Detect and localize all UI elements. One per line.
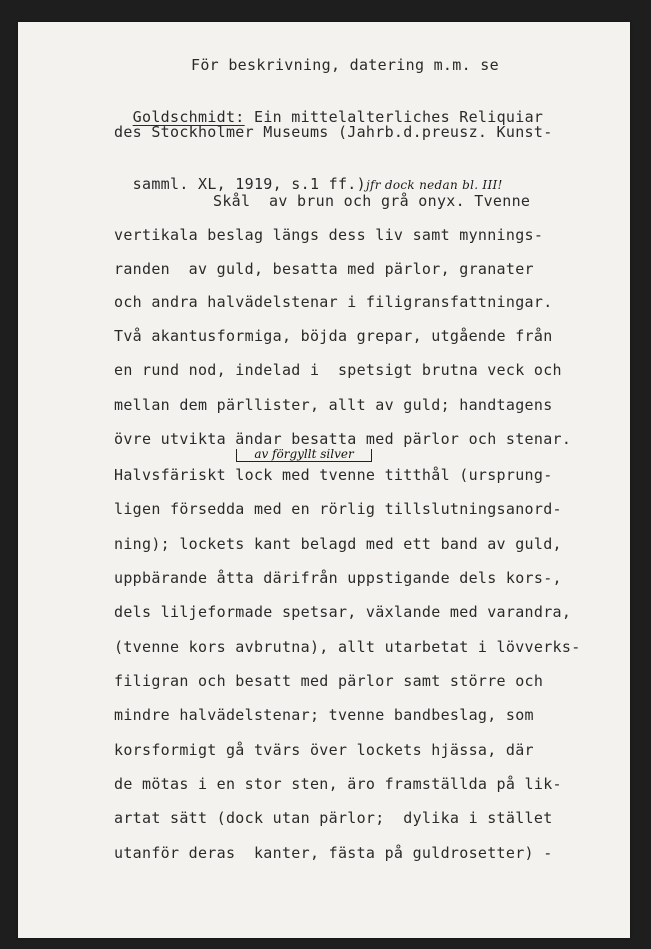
text-line-7: randen av guld, besatta med pärlor, granater bbox=[114, 260, 534, 278]
text-line-4 bbox=[114, 157, 503, 194]
text-line-19: filigran och besatt med pärlor samt större och bbox=[114, 672, 544, 690]
text-line-2 bbox=[114, 90, 543, 126]
text-line-18: (tvenne kors avbrutna), allt utarbetat i lövverks- bbox=[114, 638, 581, 656]
text-line-12: övre utvikta ändar besatta med pärlor och stenar. bbox=[114, 430, 572, 448]
text-line-13: Halvsfäriskt lock med tvenne titthål (ursprung- bbox=[114, 466, 553, 484]
text-line-11: mellan dem pärllister, allt av guld; handtagens bbox=[114, 396, 553, 414]
text-line-1: För beskrivning, datering m.m. se bbox=[191, 56, 499, 74]
text-line-2-rest: Ein mittelalterliches Reliquiar bbox=[244, 108, 544, 126]
handwritten-insertion: av förgyllt silver bbox=[236, 449, 372, 462]
text-line-9: Två akantusformiga, böjda grepar, utgående från bbox=[114, 327, 553, 345]
text-line-20: mindre halvädelstenar; tvenne bandbeslag, som bbox=[114, 706, 534, 724]
text-line-14: ligen försedda med en rörlig tillslutningsanord- bbox=[114, 500, 562, 518]
text-line-21: korsformigt gå tvärs över lockets hjässa, där bbox=[114, 741, 534, 759]
text-line-15: ning); lockets kant belagd med ett band av guld, bbox=[114, 535, 562, 553]
text-line-5: Skål av brun och grå onyx. Tvenne bbox=[213, 192, 531, 210]
text-line-16: uppbärande åtta därifrån uppstigande dels kors-, bbox=[114, 569, 562, 587]
text-line-3: des Stockholmer Museums (Jahrb.d.preusz. Kunst- bbox=[114, 123, 553, 141]
text-line-10: en rund nod, indelad i spetsigt brutna veck och bbox=[114, 361, 562, 379]
text-line-22: de mötas i en stor sten, äro framställda på lik- bbox=[114, 775, 562, 793]
text-line-24: utanför deras kanter, fästa på guldrosetter) - bbox=[114, 844, 553, 862]
text-line-8: och andra halvädelstenar i filigransfattningar. bbox=[114, 293, 553, 311]
text-line-17: dels liljeformade spetsar, växlande med varandra, bbox=[114, 603, 572, 621]
text-line-4-typed: samml. XL, 1919, s.1 ff.) bbox=[132, 175, 366, 193]
text-line-6: vertikala beslag längs dess liv samt mynnings- bbox=[114, 226, 544, 244]
author-name: Goldschmidt: bbox=[132, 108, 245, 126]
handwritten-note: jfr dock nedan bl. III! bbox=[365, 178, 503, 192]
text-line-23: artat sätt (dock utan pärlor; dylika i stället bbox=[114, 809, 553, 827]
